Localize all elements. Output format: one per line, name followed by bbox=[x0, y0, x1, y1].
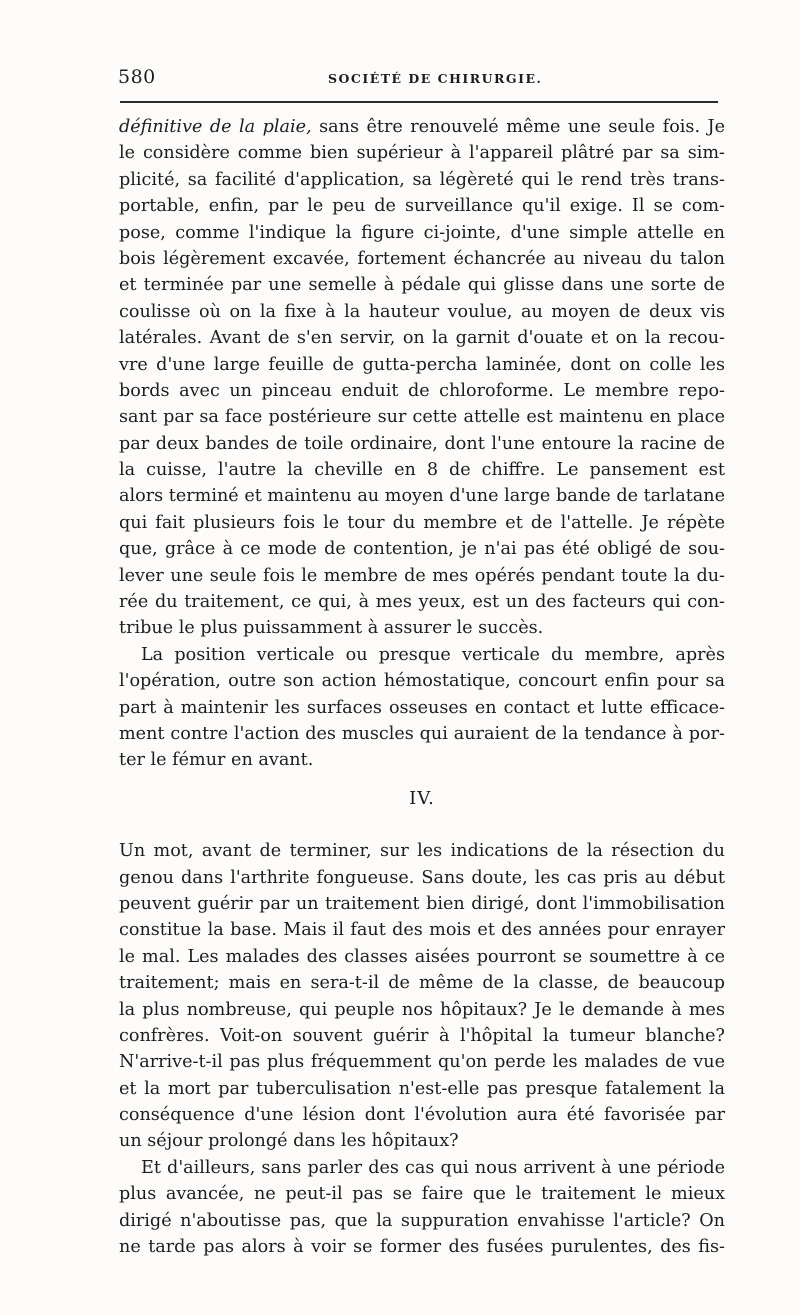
text-line: la cuisse, l'autre la cheville en 8 de chiffre. Le pansement est bbox=[119, 460, 725, 481]
text-line: plicité, sa facilité d'application, sa légèreté qui le rend très trans- bbox=[119, 169, 725, 190]
text-line: qui fait plusieurs fois le tour du membre et de l'attelle. Je répète bbox=[119, 512, 725, 533]
text-line: Et d'ailleurs, sans parler des cas qui nous arrivent à une période bbox=[141, 1157, 725, 1178]
running-head: SOCIÉTÉ DE CHIRURGIE. bbox=[328, 71, 543, 86]
text-line: coulisse où on la fixe à la hauteur voulue, au moyen de deux vis bbox=[119, 301, 725, 322]
text-line: la plus nombreuse, qui peuple nos hôpitaux? Je le demande à mes bbox=[119, 999, 725, 1020]
text-line: latérales. Avant de s'en servir, on la garnit d'ouate et on la recou- bbox=[119, 328, 725, 349]
paragraph-2 bbox=[119, 642, 725, 774]
page-header bbox=[118, 66, 718, 90]
text-line: bords avec un pinceau enduit de chloroforme. Le membre repo- bbox=[119, 380, 725, 401]
paragraph-4 bbox=[119, 1155, 725, 1261]
text-line: part à maintenir les surfaces osseuses en contact et lutte efficace- bbox=[119, 697, 725, 718]
text-line: plus avancée, ne peut-il pas se faire que le traitement le mieux bbox=[119, 1184, 725, 1205]
body-text bbox=[119, 114, 725, 1260]
paragraph-3 bbox=[119, 838, 725, 1155]
text-line: un séjour prolongé dans les hôpitaux? bbox=[119, 1131, 459, 1152]
text-line: par deux bandes de toile ordinaire, dont l'une entoure la racine de bbox=[119, 433, 725, 454]
header-rule bbox=[120, 101, 718, 103]
text-line: alors terminé et maintenu au moyen d'une large bande de tarlatane bbox=[119, 486, 725, 507]
text-line: le mal. Les malades des classes aisées pourront se soumettre à ce bbox=[119, 946, 725, 967]
text-fragment: sans être renouvelé même une seule fois. Je bbox=[311, 117, 725, 137]
section-heading: IV. bbox=[409, 787, 435, 809]
page-number: 580 bbox=[118, 66, 156, 88]
text-line: peuvent guérir par un traitement bien dirigé, dont l'immobilisation bbox=[119, 893, 725, 914]
text-line: portable, enfin, par le peu de surveillance qu'il exige. Il se com- bbox=[119, 196, 725, 217]
text-line: et la mort par tuberculisation n'est-elle pas presque fatalement la bbox=[119, 1078, 725, 1099]
text-line: tribue le plus puissamment à assurer le succès. bbox=[119, 618, 544, 639]
text-line: que, grâce à ce mode de contention, je n'ai pas été obligé de sou- bbox=[119, 539, 725, 560]
text-line: vre d'une large feuille de gutta-percha laminée, dont on colle les bbox=[119, 354, 725, 375]
text-line: Un mot, avant de terminer, sur les indications de la résection du bbox=[119, 841, 725, 862]
text-line: ment contre l'action des muscles qui auraient de la tendance à por- bbox=[119, 723, 725, 744]
text-line: sant par sa face postérieure sur cette attelle est maintenu en place bbox=[119, 407, 725, 428]
text-line: genou dans l'arthrite fongueuse. Sans doute, les cas pris au début bbox=[119, 867, 725, 888]
text-line: conséquence d'une lésion dont l'évolution aura été favorisée par bbox=[119, 1105, 725, 1126]
text-line: pose, comme l'indique la figure ci-jointe, d'une simple attelle en bbox=[119, 222, 725, 243]
paragraph-1 bbox=[119, 114, 725, 642]
text-line: constitue la base. Mais il faut des mois et des années pour enrayer bbox=[119, 920, 725, 941]
text-line: La position verticale ou presque verticale du membre, après bbox=[141, 644, 725, 665]
text-line bbox=[119, 114, 725, 140]
text-line: rée du traitement, ce qui, à mes yeux, est un des facteurs qui con- bbox=[119, 592, 725, 613]
text-line: bois légèrement excavée, fortement échancrée au niveau du talon bbox=[119, 248, 725, 269]
text-line: le considère comme bien supérieur à l'appareil plâtré par sa sim- bbox=[119, 143, 725, 164]
text-line: lever une seule fois le membre de mes opérés pendant toute la du- bbox=[119, 565, 725, 586]
text-line: et terminée par une semelle à pédale qui glisse dans une sorte de bbox=[119, 275, 725, 296]
text-line: l'opération, outre son action hémostatique, concourt enfin pour sa bbox=[119, 671, 725, 692]
text-line: traitement; mais en sera-t-il de même de la classe, de beaucoup bbox=[119, 973, 725, 994]
italic-phrase: définitive de la plaie, bbox=[119, 117, 312, 137]
text-line: ne tarde pas alors à voir se former des fusées purulentes, des fis- bbox=[119, 1237, 725, 1258]
text-line: confrères. Voit-on souvent guérir à l'hôpital la tumeur blanche? bbox=[119, 1025, 725, 1046]
text-line: dirigé n'aboutisse pas, que la suppuration envahisse l'article? On bbox=[119, 1210, 725, 1231]
text-line: ter le fémur en avant. bbox=[119, 750, 314, 771]
text-line: N'arrive-t-il pas plus fréquemment qu'on perde les malades de vue bbox=[119, 1052, 725, 1073]
